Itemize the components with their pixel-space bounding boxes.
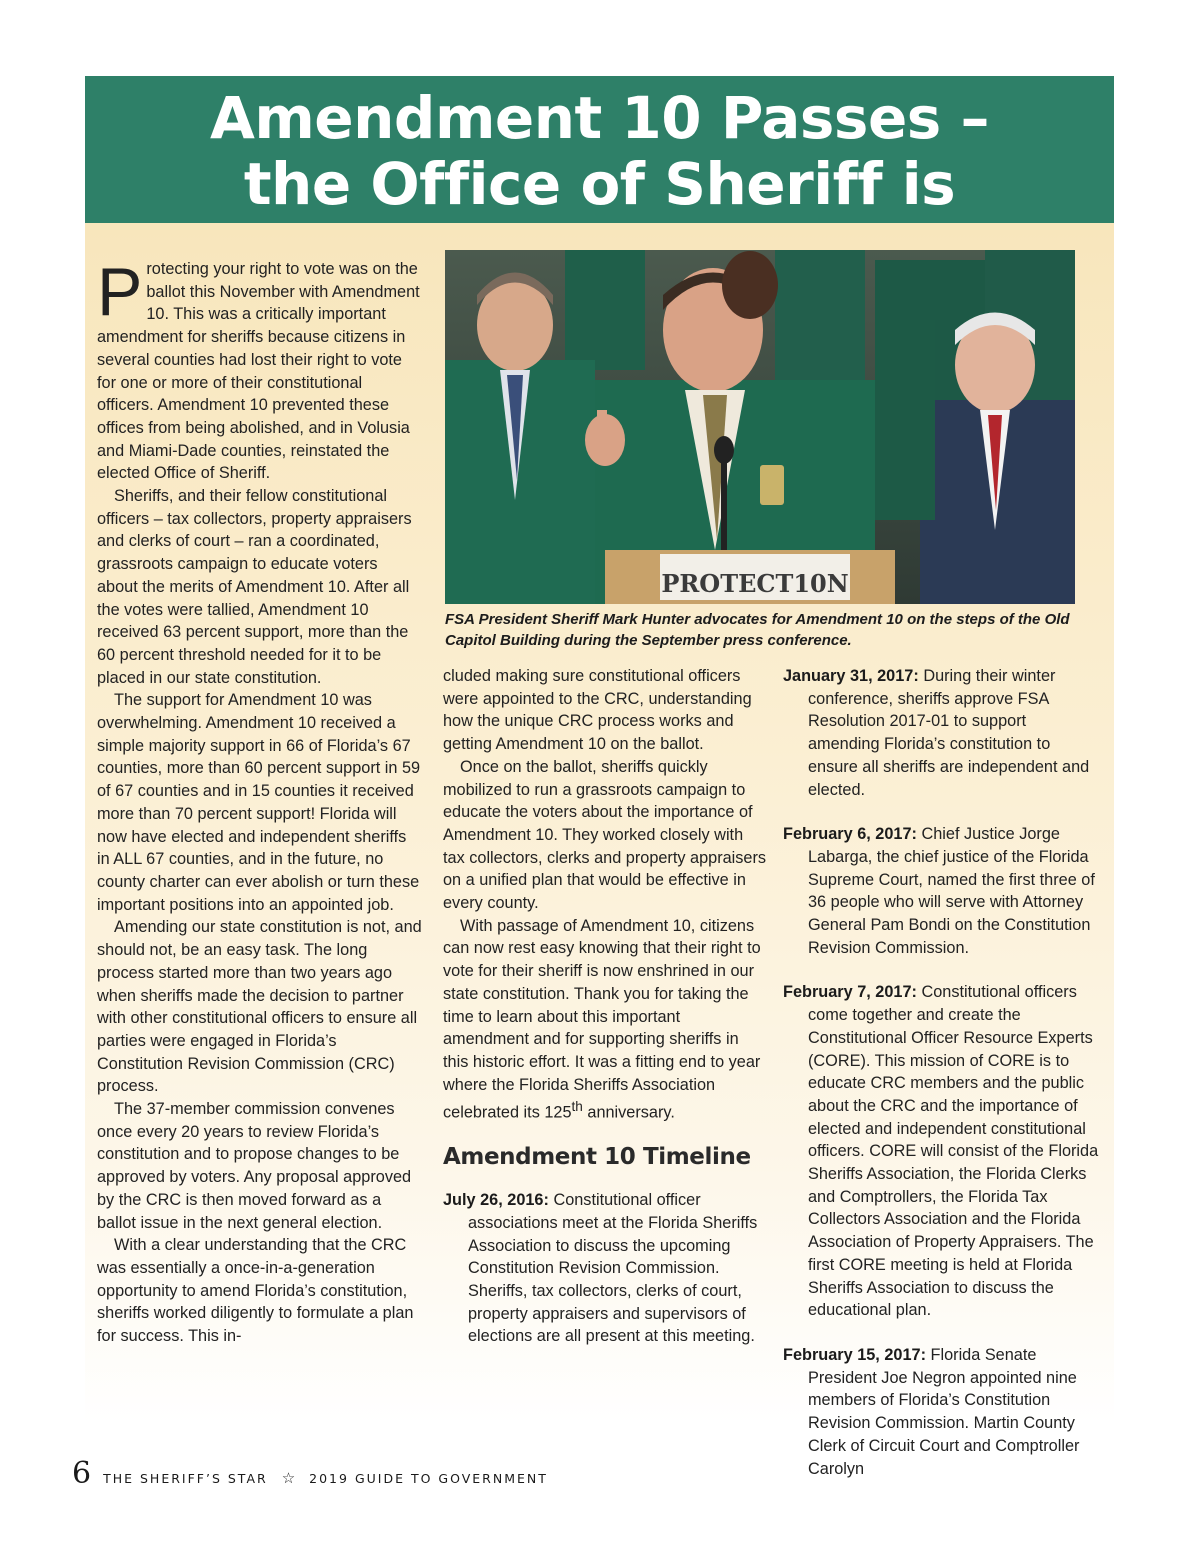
paragraph: cluded making sure constitutional officers were appointed to the CRC, understanding how the unique CRC process works and getting Amendment 10 on the ballot. xyxy=(443,667,752,754)
timeline-text: During their winter conference, sheriffs approve FSA Resolution 2017-01 to support amending Florida’s constitution to ensure all sheriffs are independent and elected. xyxy=(808,667,1090,799)
photo-illustration xyxy=(445,250,1075,604)
edition-name: 2019 GUIDE TO GOVERNMENT xyxy=(309,1471,548,1486)
timeline-date: February 6, 2017: xyxy=(783,825,917,844)
publication-name: THE SHERIFF’S STAR xyxy=(103,1471,268,1486)
paragraph-closing-text: With passage of Amendment 10, citizens can now rest easy knowing that their right to vote for their sheriff is now enshrined in our state constitution. Thank you for taking the time to learn about this important amendment and for supporting sheriffs in this historic effort. It was a fitting end to year where the Florida Sheriffs Association celebrated its 125 xyxy=(443,916,761,1122)
timeline-entry xyxy=(783,981,1101,1322)
press-conference-photo xyxy=(445,250,1075,604)
paragraph-closing xyxy=(443,915,768,1125)
timeline-date: January 31, 2017: xyxy=(783,667,919,685)
timeline-entry xyxy=(443,1189,768,1348)
page-number: 6 xyxy=(72,1456,92,1491)
timeline-date: July 26, 2016: xyxy=(443,1191,549,1210)
timeline-date: February 7, 2017: xyxy=(783,983,917,1002)
paragraph: Once on the ballot, sheriffs quickly mobilized to run a grassroots campaign to educate the voters about the importance of Amendment 10. They worked closely with tax collectors, clerks and property appraisers on a unified plan that would be effective in every county. xyxy=(443,757,767,913)
timeline-text: Constitutional officer associations meet at the Florida Sheriffs Association to discuss the upcoming Constitution Revision Commission. Sheriffs, tax collectors, clerks of court, property appraisers and supervisors of elections are all present at this meeting. xyxy=(468,1191,758,1346)
timeline-heading: Amendment 10 Timeline xyxy=(443,1144,751,1171)
page-footer xyxy=(72,1456,548,1490)
paragraph: The 37-member commission convenes once every 20 years to review Florida’s constitution and to propose changes to be approved by voters. Any proposal approved by the CRC is then moved forward as a ballot issue in the next general election. xyxy=(97,1100,412,1232)
timeline-entry xyxy=(783,1344,1101,1480)
timeline-entry xyxy=(783,823,1101,959)
timeline-entry xyxy=(783,665,1101,801)
article-column-1 xyxy=(97,254,422,1348)
article-column-2 xyxy=(443,665,768,1370)
headline-line-1: Amendment 10 Passes – xyxy=(209,84,990,152)
paragraph: With a clear understanding that the CRC was essentially a once-in-a-generation opportunity to amend Florida’s constitution, sheriffs worked diligently to formulate a plan for success. This in- xyxy=(97,1236,414,1346)
paragraph: Sheriffs, and their fellow constitutional officers – tax collectors, property appraisers and clerks of court – ran a coordinated, grassroots campaign to educate voters about the merits of Amendment 10. After all the votes were tallied, Amendment 10 received 63 percent support, more than the 60 percent threshold needed for it to be placed in our state constitution. xyxy=(97,487,412,687)
timeline-text: Constitutional officers come together and create the Constitutional Officer Resource Experts (CORE). This mission of CORE is to educate CRC members and the public about the CRC and the importance of elected and independent constitutional officers. CORE will consist of the Florida Sheriffs Association, the Florida Clerks and Comptrollers, the Florida Tax Collectors Association and the Florida Association of Property Appraisers. The first CORE meeting is held at Florida Sheriffs Association to discuss the educational plan. xyxy=(808,983,1099,1320)
paragraph-closing-end: anniversary. xyxy=(582,1103,675,1122)
timeline-date: February 15, 2017: xyxy=(783,1345,926,1364)
timeline-text: Florida Senate President Joe Negron appointed nine members of Florida’s Constitution Revision Commission. Martin County Clerk of Circuit Court and Comptroller Carolyn xyxy=(808,1345,1080,1478)
ordinal-suffix: th xyxy=(571,1099,583,1115)
podium-sign-text: PROTECT10N xyxy=(661,569,849,598)
headline-banner xyxy=(85,76,1114,223)
paragraph: The support for Amendment 10 was overwhelming. Amendment 10 received a simple majority support in 66 of Florida’s 67 counties, more than 60 percent support in 59 of 67 counties and in 15 counties it received more than 70 percent support! Florida will now have elected and independent sheriffs in ALL 67 counties, and in the future, no county charter can ever abolish or turn these important positions into an appointed job. xyxy=(97,691,421,914)
drop-cap: P xyxy=(97,254,143,330)
timeline-text: Chief Justice Jorge Labarga, the chief justice of the Florida Supreme Court, named the first three of 36 people who will serve with Attorney General Pam Bondi on the Constitution Revision Commission. xyxy=(808,825,1095,957)
paragraph: Amending our state constitution is not, and should not, be an easy task. The long process started more than two years ago when sheriffs made the decision to partner with other constitutional officers to ensure all parties were engaged in Florida’s Constitution Revision Commission (CRC) process. xyxy=(97,918,422,1096)
photo-caption: FSA President Sheriff Mark Hunter advocates for Amendment 10 on the steps of the Old Capitol Building during the September press conference. xyxy=(445,611,1070,649)
paragraph-intro-text: rotecting your right to vote was on the ballot this November with Amendment 10. This was a critically important amendment for sheriffs because citizens in several counties had lost their right to vote for one or more of their constitutional officers. Amendment 10 prevented these offices from being abolished, and in Volusia and Miami-Dade counties, reinstated the elected Office of Sheriff. xyxy=(97,260,420,483)
article-column-3 xyxy=(783,665,1101,1502)
headline-line-2: the Office of Sheriff is xyxy=(243,150,956,218)
star-icon: ☆ xyxy=(281,1470,296,1487)
paragraph-intro xyxy=(97,254,422,485)
